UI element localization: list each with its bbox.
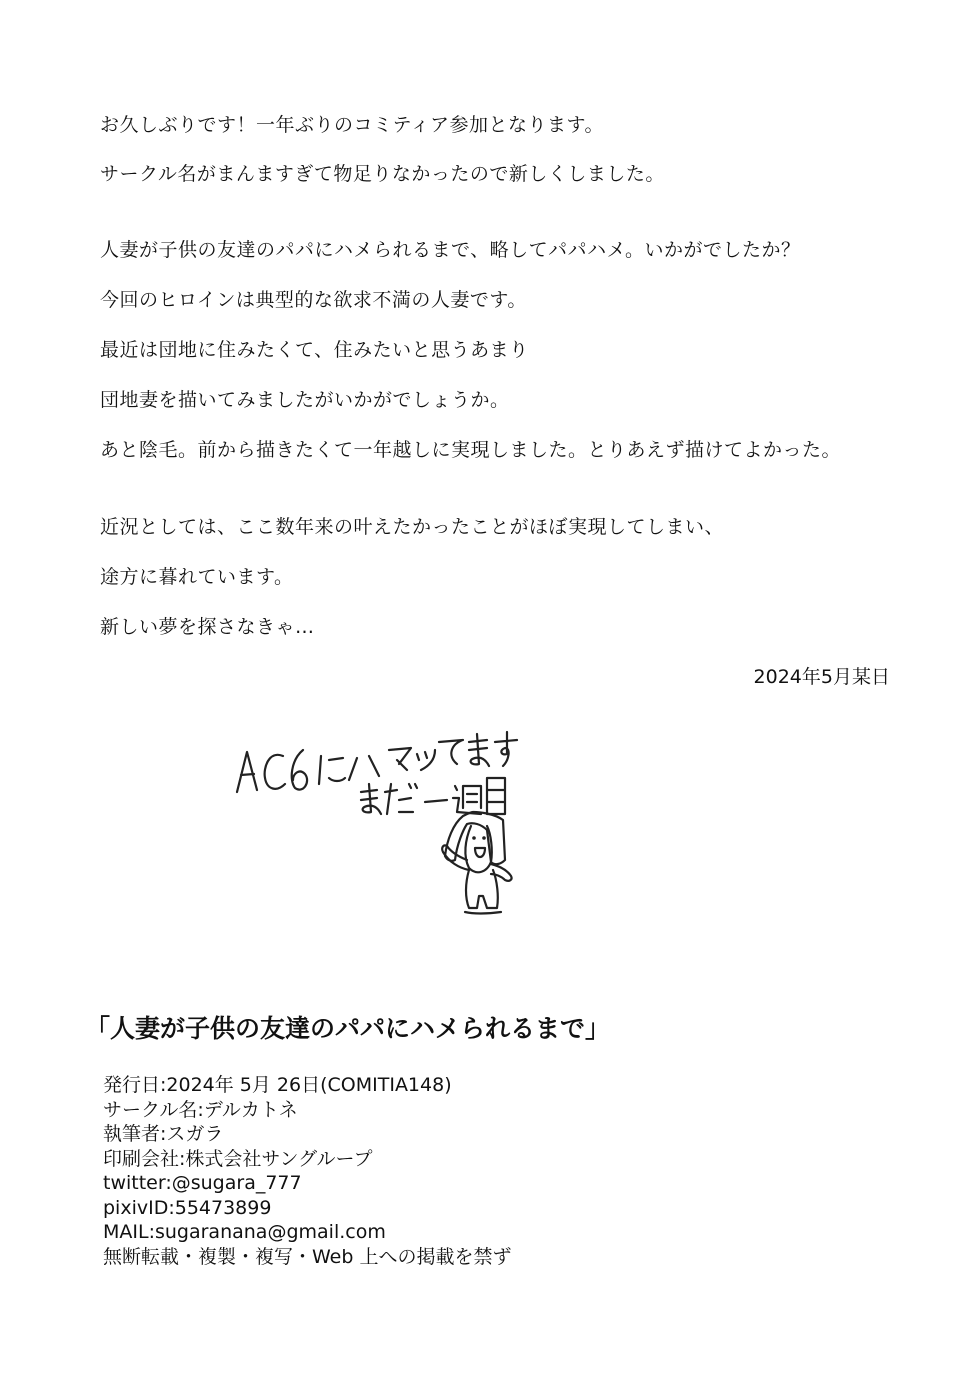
colophon-author: 執筆者:スガラ [103,1123,224,1145]
doodle-drawing [225,720,525,920]
afterword-line: 今回のヒロインは典型的な欲求不満の人妻です。 [100,289,527,311]
afterword-line: 人妻が子供の友達のパパにハメられるまで、略してパパハメ。いかがでしたか？ [100,239,801,261]
doodle-caption-line2 [361,778,505,814]
colophon-circle-name: サークル名:デルカトネ [103,1098,298,1121]
colophon-printer: 印刷会社:株式会社サングループ [103,1147,373,1170]
afterword-line: お久しぶりです！一年ぶりのコミティア参加となります。 [100,114,604,136]
book-title: 「人妻が子供の友達のパパにハメられるまで」 [85,1014,611,1043]
colophon-copyright-notice: 無断転載・複製・複写・Web 上への掲載を禁ず [103,1245,512,1268]
colophon-twitter: twitter:@sugara_777 [103,1172,302,1194]
afterword-line: 近況としては、ここ数年来の叶えたかったことがほぼ実現してしまい、 [100,516,725,538]
afterword-line: 団地妻を描いてみましたがいかがでしょうか。 [100,389,510,411]
afterword-line: サークル名がまんますぎて物足りなかったので新しくしました。 [100,163,665,185]
afterword-line: 途方に暮れています。 [100,566,294,588]
afterword-line: 新しい夢を探さなきゃ… [100,616,315,638]
afterword-line: 最近は団地に住みたくて、住みたいと思うあまり [100,339,529,361]
doodle-caption-line1 [237,732,517,792]
colophon-pixiv-id: pixivID:55473899 [103,1196,272,1219]
afterword-date: 2024年5月某日 [753,666,890,688]
colophon-publish-date: 発行日:2024年 5月 26日(COMITIA148) [103,1074,452,1096]
afterword-line: あと陰毛。前から描きたくて一年越しに実現しました。とりあえず描けてよかった。 [100,439,842,461]
cartoon-character-waving-icon [442,812,511,914]
handwritten-doodle [225,720,525,920]
colophon [103,1073,511,1269]
colophon-mail: MAIL:sugaranana@gmail.com [103,1221,386,1243]
